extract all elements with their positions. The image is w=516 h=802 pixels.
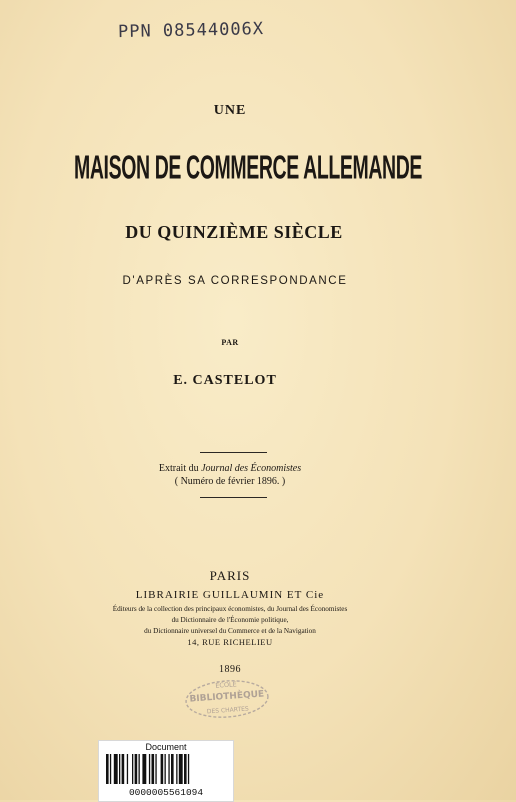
publisher-description bbox=[40, 604, 420, 637]
publisher-city: PARIS bbox=[209, 568, 251, 583]
barcode-bar bbox=[127, 754, 128, 784]
publisher-address: 14, RUE RICHELIEU bbox=[187, 637, 273, 647]
barcode-bar bbox=[139, 754, 140, 784]
barcode-bar bbox=[161, 754, 164, 784]
publisher-name: LIBRAIRIE GUILLAUMIN ET Cie bbox=[135, 589, 325, 601]
publication-year: 1896 bbox=[219, 664, 241, 675]
barcode-title: Document bbox=[145, 742, 187, 752]
barcode-bar bbox=[119, 754, 120, 784]
stamp-bottom-text: DES CHARTES bbox=[206, 705, 249, 716]
barcode-bar bbox=[165, 754, 166, 784]
author-name: E. CASTELOT bbox=[173, 373, 277, 388]
publisher-desc-line-3: du Dictionnaire universel du Commerce et de la Navigation bbox=[144, 627, 316, 635]
barcode-bar bbox=[188, 754, 189, 784]
divider-top bbox=[200, 452, 267, 453]
barcode-bar bbox=[149, 754, 150, 784]
barcode-bar bbox=[155, 754, 156, 784]
barcode-bar bbox=[184, 754, 187, 784]
barcode-number: 0000005561094 bbox=[128, 787, 204, 798]
barcode-bar bbox=[110, 754, 111, 784]
journal-name: Journal des Économistes bbox=[201, 463, 302, 474]
barcode-bar bbox=[135, 754, 138, 784]
barcode-bar bbox=[171, 754, 174, 784]
barcode-label bbox=[98, 740, 234, 802]
publisher-desc-line-1: Éditeurs de la collection des principaux économistes, du Journal des Économistes bbox=[112, 605, 348, 613]
main-title: MAISON DE COMMERCE ALLEMANDE bbox=[74, 149, 423, 187]
stamp-top-text: ÉCOLE bbox=[215, 680, 238, 690]
divider-bottom bbox=[200, 497, 267, 498]
title-prefix: UNE bbox=[213, 103, 247, 118]
barcode-bar bbox=[114, 754, 118, 784]
barcode-bar bbox=[168, 754, 169, 784]
barcode-bars-icon bbox=[106, 754, 226, 784]
barcode-bar bbox=[142, 754, 146, 784]
subtitle: DU QUINZIÈME SIÈCLE bbox=[125, 222, 343, 242]
extract-line-1 bbox=[120, 462, 340, 475]
barcode-bar bbox=[152, 754, 155, 784]
extract-note bbox=[120, 462, 340, 488]
barcode-bar bbox=[106, 754, 109, 784]
barcode-bar bbox=[176, 754, 177, 784]
barcode-bar bbox=[122, 754, 125, 784]
barcode-bar bbox=[179, 754, 183, 784]
by-label: PAR bbox=[221, 338, 239, 347]
barcode-bar bbox=[132, 754, 133, 784]
stamp-middle-text: BIBLIOTHÈQUE bbox=[189, 689, 265, 705]
extract-line-2: ( Numéro de février 1896. ) bbox=[174, 476, 286, 487]
handwritten-reference: PPN 08544006X bbox=[117, 19, 265, 43]
extract-prefix: Extrait du bbox=[158, 463, 199, 474]
subtitle-secondary: D'APRÈS SA CORRESPONDANCE bbox=[122, 275, 348, 287]
library-stamp bbox=[182, 674, 273, 724]
publisher-desc-line-2: du Dictionnaire de l'Économie politique, bbox=[171, 616, 289, 624]
